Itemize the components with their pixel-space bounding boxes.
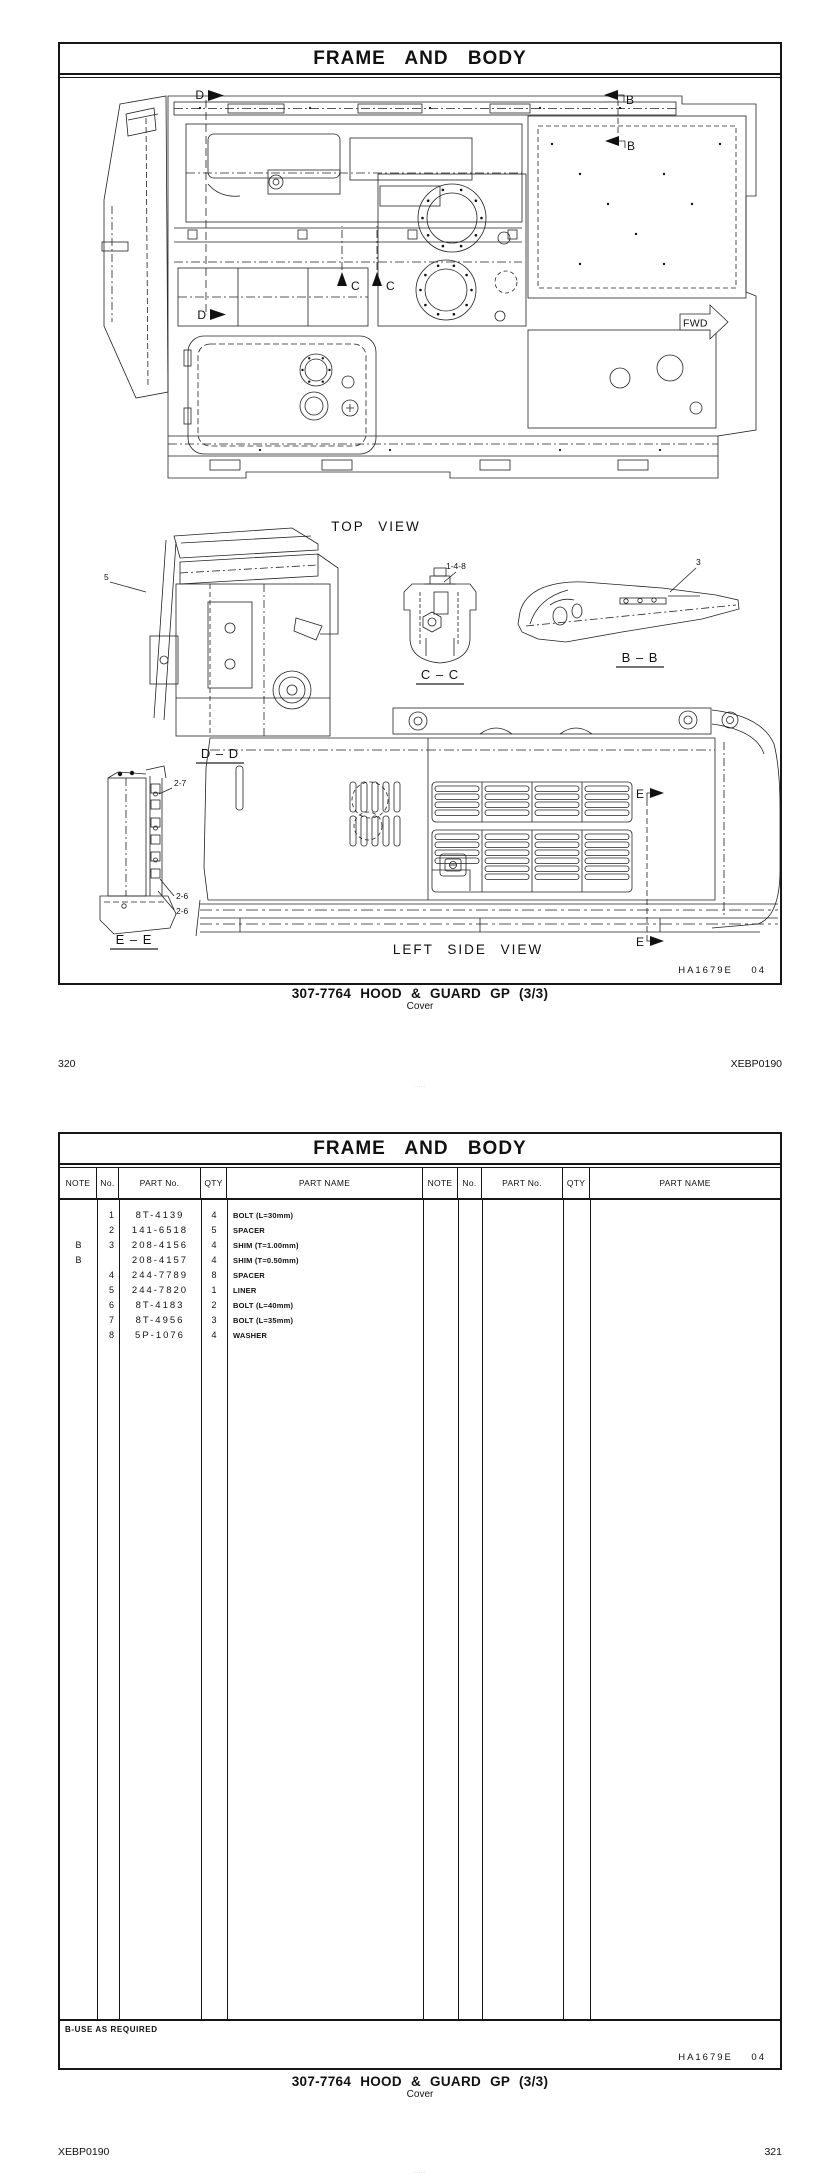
page1-section-title: FRAME AND BODY	[60, 44, 780, 75]
section-letter-c-right: C	[386, 279, 395, 293]
column-divider	[201, 1200, 202, 2019]
cell-name: BOLT (L=40mm)	[233, 1301, 294, 1310]
section-letter-e-top: E	[635, 787, 644, 801]
cell-part: 8T-4139	[135, 1210, 185, 1221]
col-header-part-no: PART No.	[119, 1168, 201, 1198]
cell-qty	[563, 1298, 590, 1313]
parts-table-footnote-row	[60, 2019, 780, 2070]
cell-note	[423, 1268, 458, 1283]
callout-1-4-8: 1-4-8	[446, 561, 466, 571]
cell-name	[590, 1283, 780, 1298]
cell-no	[97, 1253, 119, 1268]
table-row	[60, 1238, 780, 1253]
cell-note	[60, 1268, 97, 1283]
parts-table-header	[60, 1167, 780, 1200]
cell-part	[482, 1208, 563, 1223]
cell-part	[482, 1223, 563, 1238]
cell-name: WASHER	[233, 1331, 268, 1340]
footnote-use-as-required: B-USE AS REQUIRED	[65, 2025, 158, 2034]
section-d-marks	[206, 90, 226, 320]
cell-name	[590, 1328, 780, 1343]
cell-no	[458, 1283, 482, 1298]
cell-part	[482, 1268, 563, 1283]
page1-caption-subtitle: Cover	[406, 1001, 434, 1012]
cell-name: BOLT (L=35mm)	[233, 1316, 294, 1325]
table-row	[60, 1208, 780, 1223]
section-b-marks	[604, 90, 625, 148]
cell-name: SHIM (T=0.50mm)	[233, 1256, 299, 1265]
cell-qty	[563, 1208, 590, 1223]
cell-qty	[563, 1223, 590, 1238]
cell-note	[423, 1298, 458, 1313]
cell-part: 208-4156	[131, 1240, 189, 1251]
table-row	[60, 1283, 780, 1298]
cell-qty: 1	[211, 1285, 217, 1295]
section-letter-c-left: C	[351, 279, 360, 293]
page-2-table-sheet	[58, 1132, 782, 2070]
cell-note	[60, 1223, 97, 1238]
cell-note: B	[75, 1255, 82, 1265]
fwd-label: FWD	[683, 317, 708, 330]
cell-qty: 4	[211, 1255, 217, 1265]
cell-part	[482, 1298, 563, 1313]
cell-note	[423, 1208, 458, 1223]
view-ee-drawing	[100, 766, 176, 949]
hood-guard-diagram	[60, 78, 780, 983]
cell-qty	[563, 1283, 590, 1298]
section-c-marks	[337, 226, 382, 286]
cell-part	[482, 1313, 563, 1328]
cell-name	[590, 1208, 780, 1223]
cell-note	[423, 1283, 458, 1298]
cell-note	[60, 1328, 97, 1343]
fastener-dots	[199, 107, 721, 451]
col-header-part-name: PART NAME	[227, 1168, 423, 1198]
cell-note	[423, 1223, 458, 1238]
col-header-no: No.	[97, 1168, 119, 1198]
parts-diagram	[60, 77, 780, 983]
column-divider	[458, 1200, 459, 2019]
section-letter-e-bottom: E	[635, 935, 644, 949]
parts-table-body	[60, 1200, 780, 2019]
cell-part: 8T-4956	[135, 1315, 185, 1326]
cell-note	[60, 1208, 97, 1223]
page1-page-number: 320	[58, 1058, 76, 1070]
section-letter-d-bottom: D	[197, 308, 206, 322]
callout-2-6-lower: 2-6	[176, 906, 189, 916]
cell-name	[590, 1313, 780, 1328]
cell-qty: 3	[211, 1315, 217, 1325]
left-side-view-label: LEFT SIDE VIEW	[392, 942, 544, 957]
table-row	[60, 1313, 780, 1328]
cell-no	[458, 1253, 482, 1268]
col-header-part-name-2: PART NAME	[659, 1178, 711, 1188]
table-row	[60, 1328, 780, 1343]
cell-no: 5	[108, 1285, 114, 1295]
cell-name	[590, 1223, 780, 1238]
col-header-no-2: No.	[458, 1168, 482, 1198]
cell-part: 244-7820	[131, 1285, 189, 1296]
plate-code-page1: HA1679E 04	[678, 965, 766, 976]
cell-note	[60, 1313, 97, 1328]
cell-note	[423, 1238, 458, 1253]
cell-name	[590, 1238, 780, 1253]
page1-micro-print-mark: ·····	[414, 1084, 426, 1089]
col-header-note: NOTE	[60, 1168, 97, 1198]
cell-qty	[563, 1268, 590, 1283]
cell-no	[458, 1298, 482, 1313]
cell-name	[590, 1253, 780, 1268]
column-divider	[482, 1200, 483, 2019]
cell-no	[458, 1238, 482, 1253]
cell-qty	[563, 1253, 590, 1268]
page-1-diagram-sheet	[58, 42, 782, 985]
cell-no	[458, 1313, 482, 1328]
cell-name: SHIM (T=1.00mm)	[233, 1241, 299, 1250]
cell-no	[458, 1208, 482, 1223]
cell-part: 208-4157	[131, 1255, 189, 1266]
cell-qty	[563, 1328, 590, 1343]
cell-part	[482, 1253, 563, 1268]
col-header-qty: QTY	[201, 1168, 227, 1198]
cell-qty: 4	[211, 1240, 217, 1250]
column-divider	[423, 1200, 424, 2019]
cell-qty	[563, 1313, 590, 1328]
col-header-note-2: NOTE	[423, 1168, 458, 1198]
cell-note	[423, 1253, 458, 1268]
cell-no	[458, 1268, 482, 1283]
table-row	[60, 1223, 780, 1238]
cell-qty: 4	[211, 1210, 217, 1220]
cell-note	[60, 1298, 97, 1313]
view-ee-label: E – E	[115, 932, 153, 947]
cell-part: 141-6518	[131, 1225, 189, 1236]
cell-no: 3	[108, 1240, 114, 1250]
cell-part	[482, 1328, 563, 1343]
view-cc-label: C – C	[420, 667, 460, 682]
cell-part	[482, 1238, 563, 1253]
cell-no	[458, 1223, 482, 1238]
col-header-qty-2: QTY	[563, 1168, 590, 1198]
column-divider	[97, 1200, 98, 2019]
view-dd-drawing	[110, 528, 338, 763]
column-divider	[590, 1200, 591, 2019]
cell-part	[482, 1283, 563, 1298]
cell-no: 1	[108, 1210, 114, 1220]
cell-note	[423, 1313, 458, 1328]
cell-no	[458, 1328, 482, 1343]
cell-qty: 5	[211, 1225, 217, 1235]
callout-2-6-upper: 2-6	[176, 891, 189, 901]
cell-note	[60, 1283, 97, 1298]
cell-no: 2	[108, 1225, 114, 1235]
callout-5: 5	[104, 572, 109, 582]
cell-part: 244-7789	[131, 1270, 189, 1281]
page1-doc-code: XEBP0190	[730, 1058, 782, 1070]
section-letter-b-top: B	[626, 93, 635, 107]
page2-caption-subtitle: Cover	[406, 2089, 434, 2100]
cell-name: BOLT (L=30mm)	[233, 1211, 294, 1220]
cell-part: 8T-4183	[135, 1300, 185, 1311]
cell-qty	[563, 1238, 590, 1253]
cell-no: 4	[108, 1270, 114, 1280]
page2-caption-title: 307-7764 HOOD & GUARD GP (3/3)	[291, 2074, 549, 2089]
callout-3: 3	[696, 557, 701, 567]
cell-name: SPACER	[233, 1271, 265, 1280]
cell-no: 8	[108, 1330, 114, 1340]
col-header-part-no-2: PART No.	[482, 1168, 563, 1198]
column-divider	[119, 1200, 120, 2019]
page2-page-number: 321	[764, 2146, 782, 2158]
cell-qty: 2	[211, 1300, 217, 1310]
table-row	[60, 1298, 780, 1313]
cell-name: SPACER	[233, 1226, 265, 1235]
cell-name: LINER	[233, 1286, 257, 1295]
table-row	[60, 1253, 780, 1268]
callout-2-7: 2-7	[174, 778, 187, 788]
cell-no: 7	[108, 1315, 114, 1325]
column-divider	[227, 1200, 228, 2019]
cell-note	[423, 1328, 458, 1343]
column-divider	[563, 1200, 564, 2019]
section-letter-b-bottom: B	[627, 139, 636, 153]
top-view-label: TOP VIEW	[331, 519, 421, 534]
page2-doc-code: XEBP0190	[58, 2146, 110, 2158]
cell-qty: 4	[211, 1330, 217, 1340]
table-row	[60, 1268, 780, 1283]
view-dd-label: D – D	[200, 746, 240, 761]
cell-qty: 8	[211, 1270, 217, 1280]
cell-name	[590, 1298, 780, 1313]
left-side-view-drawing	[196, 708, 780, 946]
cell-part: 5P-1076	[135, 1330, 185, 1341]
page1-caption-title: 307-7764 HOOD & GUARD GP (3/3)	[291, 986, 549, 1001]
page2-micro-print-mark: ·····	[414, 2170, 426, 2175]
top-view-drawing	[102, 96, 756, 478]
cell-note: B	[75, 1240, 82, 1250]
section-letter-d-top: D	[195, 88, 204, 102]
page2-section-title: FRAME AND BODY	[60, 1134, 780, 1165]
cell-no: 6	[108, 1300, 114, 1310]
cell-name	[590, 1268, 780, 1283]
plate-code-page2: HA1679E 04	[678, 2052, 766, 2063]
view-bb-label: B – B	[621, 650, 659, 665]
